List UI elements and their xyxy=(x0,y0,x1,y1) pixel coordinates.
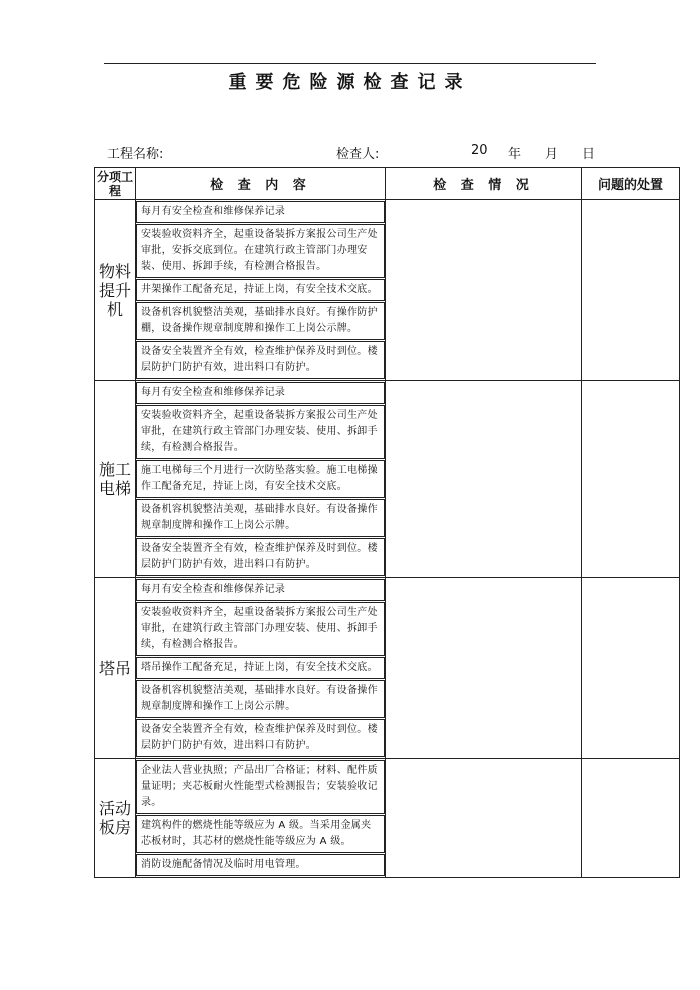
check-item: 安装验收资料齐全，起重设备装拆方案报公司生产处审批，在建筑行政主管部门办理安装、使用、拆卸手续，有检测合格报告。 xyxy=(136,405,385,459)
header-handling: 问题的处置 xyxy=(582,168,680,200)
handling-cell[interactable] xyxy=(582,381,680,578)
header-rule xyxy=(104,63,596,64)
check-item: 每月有安全检查和维修保养记录 xyxy=(136,579,385,601)
check-item: 安装验收资料齐全，起重设备装拆方案报公司生产处审批，在建筑行政主管部门办理安装、使用、拆卸手续，有检测合格报告。 xyxy=(136,602,385,656)
content-cell xyxy=(136,381,386,578)
inspector-label: 检查人: xyxy=(336,147,380,162)
status-cell[interactable] xyxy=(386,200,582,381)
date-month-label: 月 xyxy=(545,147,559,162)
check-item: 每月有安全检查和维修保养记录 xyxy=(136,201,385,223)
check-item: 安装验收资料齐全，起重设备装拆方案报公司生产处审批，安拆交底到位。在建筑行政主管部门办理安装、使用、拆卸手续，有检测合格报告。 xyxy=(136,224,385,278)
check-item: 设备机容机貌整洁美观，基础排水良好。有设备操作规章制度牌和操作工上岗公示牌。 xyxy=(136,499,385,537)
content-cell xyxy=(136,578,386,759)
category-cell: 塔吊 xyxy=(95,578,136,759)
handling-cell[interactable] xyxy=(582,578,680,759)
category-cell: 活动板房 xyxy=(95,759,136,878)
table-row xyxy=(95,578,680,759)
status-cell[interactable] xyxy=(386,578,582,759)
status-cell[interactable] xyxy=(386,381,582,578)
project-name-label: 工程名称: xyxy=(107,147,164,162)
inspection-table xyxy=(94,167,680,878)
content-cell xyxy=(136,759,386,878)
check-item: 设备安全装置齐全有效，检查维护保养及时到位。楼层防护门防护有效，进出料口有防护。 xyxy=(136,341,385,379)
check-item: 设备机容机貌整洁美观，基础排水良好。有操作防护棚，设备操作规章制度牌和操作工上岗公示牌。 xyxy=(136,302,385,340)
document-title: 重要危险源检查记录 xyxy=(228,72,472,93)
date-year-label: 年 xyxy=(508,147,522,162)
check-item: 塔吊操作工配备充足，持证上岗，有安全技术交底。 xyxy=(136,657,385,679)
handling-cell[interactable] xyxy=(582,759,680,878)
category-cell: 施工电梯 xyxy=(95,381,136,578)
table-row xyxy=(95,759,680,878)
table-header-row xyxy=(95,168,680,200)
check-item: 井架操作工配备充足，持证上岗，有安全技术交底。 xyxy=(136,279,385,301)
handling-cell[interactable] xyxy=(582,200,680,381)
date-day-label: 日 xyxy=(582,147,596,162)
header-content: 检 查 内 容 xyxy=(136,168,386,200)
check-item: 设备安全装置齐全有效，检查维护保养及时到位。楼层防护门防护有效，进出料口有防护。 xyxy=(136,538,385,576)
content-cell xyxy=(136,200,386,381)
check-item: 建筑构件的燃烧性能等级应为 A 级。当采用金属夹芯板材时，其芯材的燃烧性能等级应为 A 级。 xyxy=(136,815,385,853)
check-item: 企业法人营业执照；产品出厂合格证；材料、配件质量证明；夹芯板耐火性能型式检测报告；安装验收记录。 xyxy=(136,760,385,814)
date-year-prefix: 20 xyxy=(471,143,488,158)
table-row xyxy=(95,200,680,381)
check-item: 每月有安全检查和维修保养记录 xyxy=(136,382,385,404)
status-cell[interactable] xyxy=(386,759,582,878)
check-item: 设备机容机貌整洁美观，基础排水良好。有设备操作规章制度牌和操作工上岗公示牌。 xyxy=(136,680,385,718)
check-item: 消防设施配备情况及临时用电管理。 xyxy=(136,854,385,876)
check-item: 设备安全装置齐全有效，检查维护保养及时到位。楼层防护门防护有效，进出料口有防护。 xyxy=(136,719,385,757)
category-cell: 物料提升机 xyxy=(95,200,136,381)
check-item: 施工电梯每三个月进行一次防坠落实验。施工电梯操作工配备充足，持证上岗，有安全技术交底。 xyxy=(136,460,385,498)
header-category: 分项工程 xyxy=(95,168,136,200)
header-status: 检 查 情 况 xyxy=(386,168,582,200)
table-row xyxy=(95,381,680,578)
